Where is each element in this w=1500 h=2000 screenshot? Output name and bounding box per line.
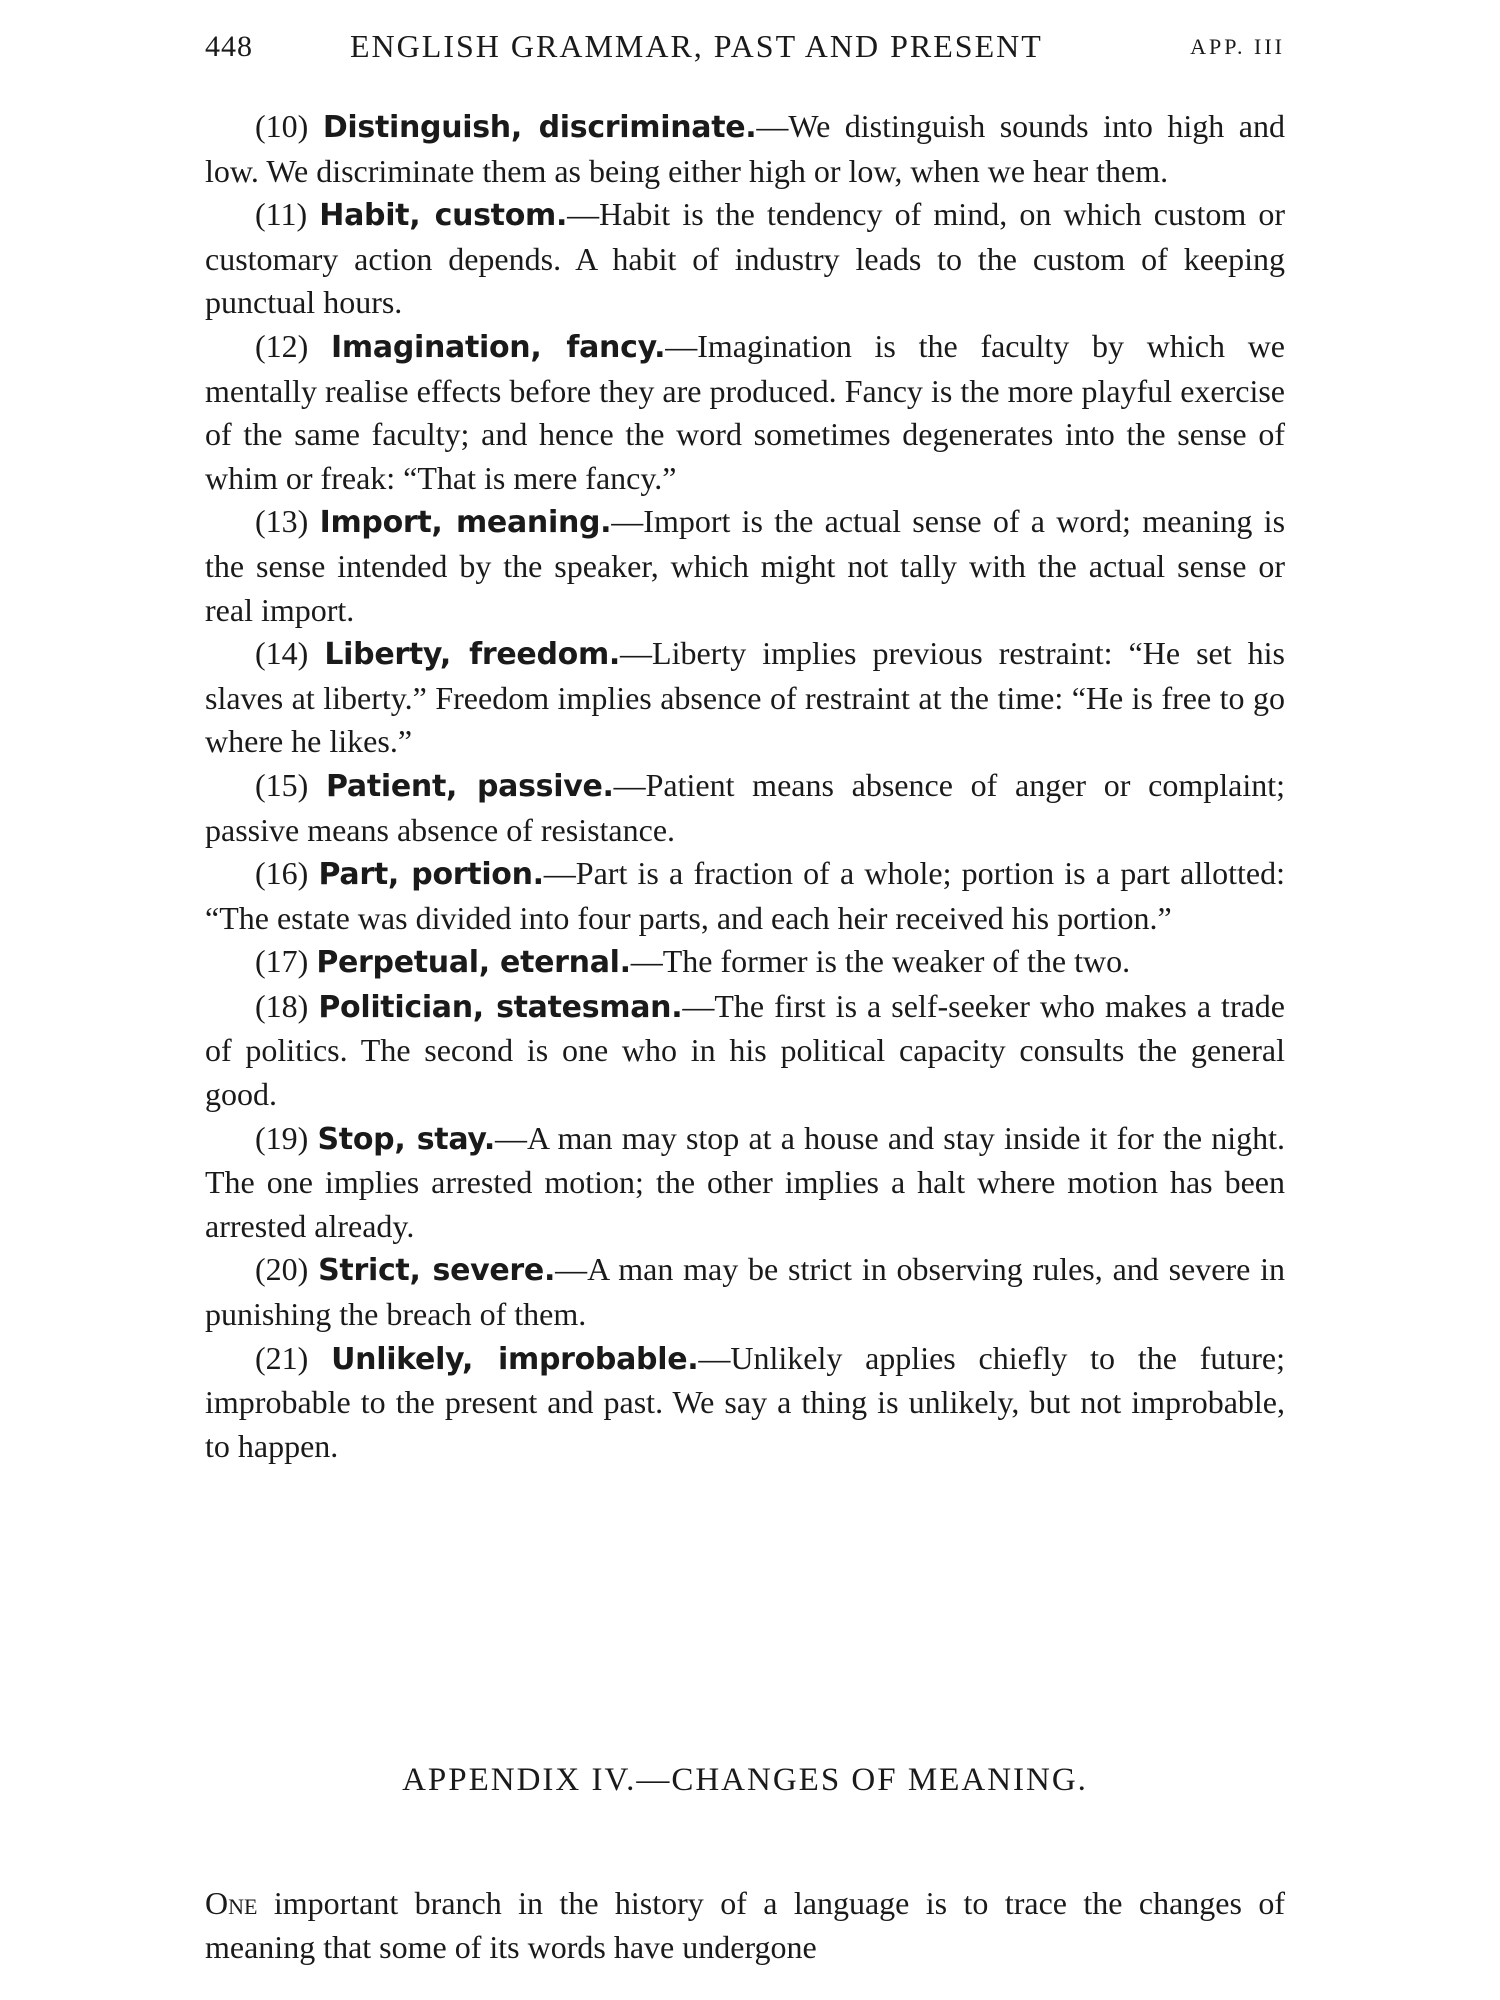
entry-term: Liberty, freedom. (324, 637, 621, 673)
entry-text: —The former is the weaker of the two. (630, 943, 1131, 980)
entry-text: —A man may be strict in observing rules, and severe in punishing the breach of them. (205, 1251, 1286, 1333)
entry-number: (16) (255, 855, 309, 892)
entry-text: —The first is a self-seeker who makes a trade of politics. The second is one who in his political capacity consults the general good. (205, 987, 1286, 1113)
entry-term: Part, portion. (318, 857, 544, 893)
entry-text: —Liberty implies previous restraint: “He set his slaves at liberty.” Freedom implies absence of restraint at the time: “He is free to go where he likes.” (205, 635, 1286, 760)
intro-text: important branch in the history of a language is to trace the changes of meaning that some of its words have undergone (205, 1885, 1285, 1965)
entry-term: Imagination, fancy. (331, 329, 666, 365)
entry-text: —Import is the actual sense of a word; meaning is the sense intended by the speaker, which might not tally with the actual sense or real import. (205, 503, 1286, 628)
entry-14 (205, 632, 1285, 764)
synonym-list (205, 105, 1285, 1468)
entry-term: Distinguish, discriminate. (322, 110, 757, 145)
entry-term: Perpetual, eternal. (316, 945, 631, 981)
entry-number: (14) (255, 635, 309, 672)
entry-13 (205, 500, 1285, 632)
entry-number: (10) (255, 108, 309, 144)
entry-number: (11) (255, 196, 308, 233)
entry-number: (13) (255, 503, 309, 540)
entry-16 (205, 852, 1285, 940)
entry-12 (205, 325, 1285, 500)
entry-10 (205, 105, 1285, 193)
entry-text: —We distinguish sounds into high and low. We discriminate them as being either high or low, when we hear them. (205, 108, 1286, 189)
entry-text: —Patient means absence of anger or complaint; passive means absence of resistance. (205, 766, 1285, 848)
intro-first-word: One (205, 1885, 258, 1921)
page-header (205, 28, 1285, 68)
entry-text: —Imagination is the faculty by which we mentally realise effects before they are produced. Fancy is the more playful exercise of the same faculty; and hence the word sometimes degenerates into the sense of whim or freak: “That is mere fancy.” (205, 327, 1286, 496)
running-title: ENGLISH GRAMMAR, PAST AND PRESENT (350, 28, 1043, 64)
entry-11 (205, 193, 1285, 325)
entry-number: (12) (255, 327, 309, 364)
entry-text: —Unlikely applies chiefly to the future; improbable to the present and past. We say a thing is unlikely, but not improbable, to happen. (205, 1339, 1285, 1464)
entry-number: (15) (255, 766, 309, 803)
entry-19 (205, 1117, 1285, 1249)
entry-term: Politician, statesman. (318, 989, 683, 1025)
entry-term: Patient, passive. (326, 768, 614, 804)
entry-number: (19) (255, 1119, 309, 1156)
entry-21 (205, 1337, 1285, 1469)
entry-number: (18) (255, 987, 309, 1024)
entry-term: Habit, custom. (319, 198, 568, 234)
appendix-heading: APPENDIX IV.—CHANGES OF MEANING. (402, 1762, 1088, 1798)
entry-term: Stop, stay. (317, 1121, 495, 1157)
entry-number: (20) (255, 1251, 309, 1288)
entry-number: (21) (255, 1339, 309, 1376)
entry-17 (205, 940, 1285, 985)
entry-term: Strict, severe. (318, 1253, 556, 1289)
entry-text: —Habit is the tendency of mind, on which custom or customary action depends. A habit of industry leads to the custom of keeping punctual hours. (205, 196, 1286, 321)
page-number: 448 (205, 30, 253, 63)
appendix-reference: APP. III (1190, 34, 1285, 59)
entry-term: Unlikely, improbable. (331, 1341, 699, 1377)
entry-number: (17) (255, 943, 309, 980)
appendix-intro-paragraph (205, 1882, 1285, 1969)
entry-15 (205, 764, 1285, 852)
entry-text: —Part is a fraction of a whole; portion is a part allotted: “The estate was divided into four parts, and each heir received his portion.” (205, 855, 1286, 936)
entry-term: Import, meaning. (319, 505, 612, 541)
entry-text: —A man may stop at a house and stay inside it for the night. The one implies arrested motion; the other implies a halt where motion has been arrested already. (205, 1119, 1286, 1244)
entry-20 (205, 1248, 1285, 1336)
entry-18 (205, 985, 1285, 1117)
